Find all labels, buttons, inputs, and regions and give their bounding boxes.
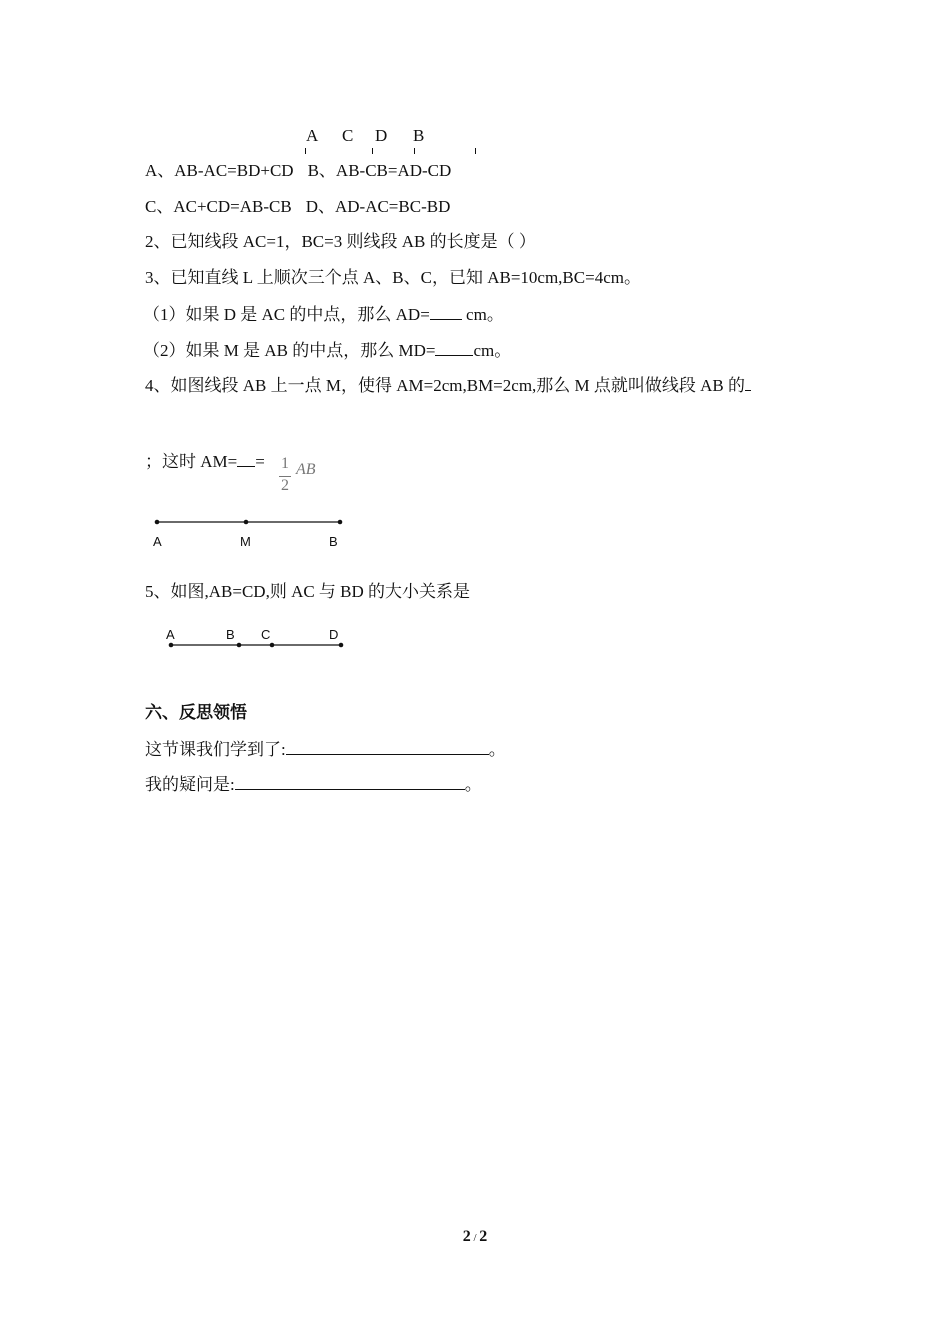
q1-option-b: B、AB-CB=AD-CD [307, 161, 452, 180]
learned-blank[interactable] [286, 737, 489, 755]
top-label-c: C [342, 126, 354, 145]
tick-b [475, 148, 476, 154]
q2-text: 2、已知线段 AC=1，BC=3 则线段 AB 的长度是（ ） [145, 232, 536, 251]
q4-text: 4、如图线段 AB 上一点 M，使得 AM=2cm,BM=2cm,那么 M 点就叫做线段 AB 的 [145, 373, 751, 397]
frac-denominator: 2 [281, 477, 289, 494]
q4-blank-1[interactable] [745, 373, 751, 391]
tick-a [305, 148, 306, 154]
frac-numerator: 1 [281, 455, 289, 472]
question-blank[interactable] [235, 772, 465, 790]
q3-sub2: （2）如果 M 是 AB 的中点，那么 MD= cm。 [143, 338, 511, 362]
q5-point-d [339, 643, 344, 648]
q4-blank-2[interactable] [237, 449, 255, 467]
page-number: 2 [462, 1228, 471, 1245]
top-label-b: B [413, 126, 425, 145]
q5-point-b [237, 643, 242, 648]
q1-row-2 [145, 196, 450, 218]
q3-sub1-blank[interactable] [430, 302, 462, 320]
frac-variable: AB [296, 461, 316, 478]
q3-sub2-blank[interactable] [435, 338, 473, 356]
q4-point-m [244, 520, 249, 525]
q5-label-d: D [329, 627, 339, 642]
q1-option-a: A、AB-AC=BD+CD [145, 161, 294, 180]
section6-learned: 这节课我们学到了: 。 [145, 737, 506, 761]
q4-point-b [338, 520, 343, 525]
tick-d [414, 148, 415, 154]
q3-sub1: （1）如果 D 是 AC 的中点，那么 AD= cm。 [143, 302, 504, 326]
section6-title: 六、反思领悟 [145, 703, 247, 722]
q4-label-b: B [329, 534, 338, 549]
q5-text: 5、如图,AB=CD,则 AC 与 BD 的大小关系是 [145, 582, 471, 601]
q1-option-c: C、AC+CD=AB-CB [145, 197, 292, 216]
page-total: 2 [479, 1228, 488, 1245]
q5-label-c: C [261, 627, 271, 642]
section6-question: 我的疑问是: 。 [145, 772, 482, 796]
q3-text: 3、已知直线 L 上顺次三个点 A、B、C，已知 AB=10cm,BC=4cm。 [145, 268, 641, 287]
q5-label-b: B [226, 627, 235, 642]
q4-point-a [155, 520, 160, 525]
top-label-d: D [375, 126, 388, 145]
q5-label-a: A [166, 627, 175, 642]
tick-c [372, 148, 373, 154]
page-footer: 2 / 2 [462, 1228, 488, 1245]
q5-point-c [270, 643, 275, 648]
top-label-a: A [306, 126, 319, 145]
q5-figure [165, 638, 350, 652]
q5-point-a [169, 643, 174, 648]
q1-option-d: D、AD-AC=BC-BD [305, 197, 451, 216]
q4-label-a: A [153, 534, 162, 549]
q4-line2: ；这时 AM= = [145, 449, 265, 473]
q4-label-m: M [240, 534, 251, 549]
q1-row-1 [145, 160, 451, 182]
